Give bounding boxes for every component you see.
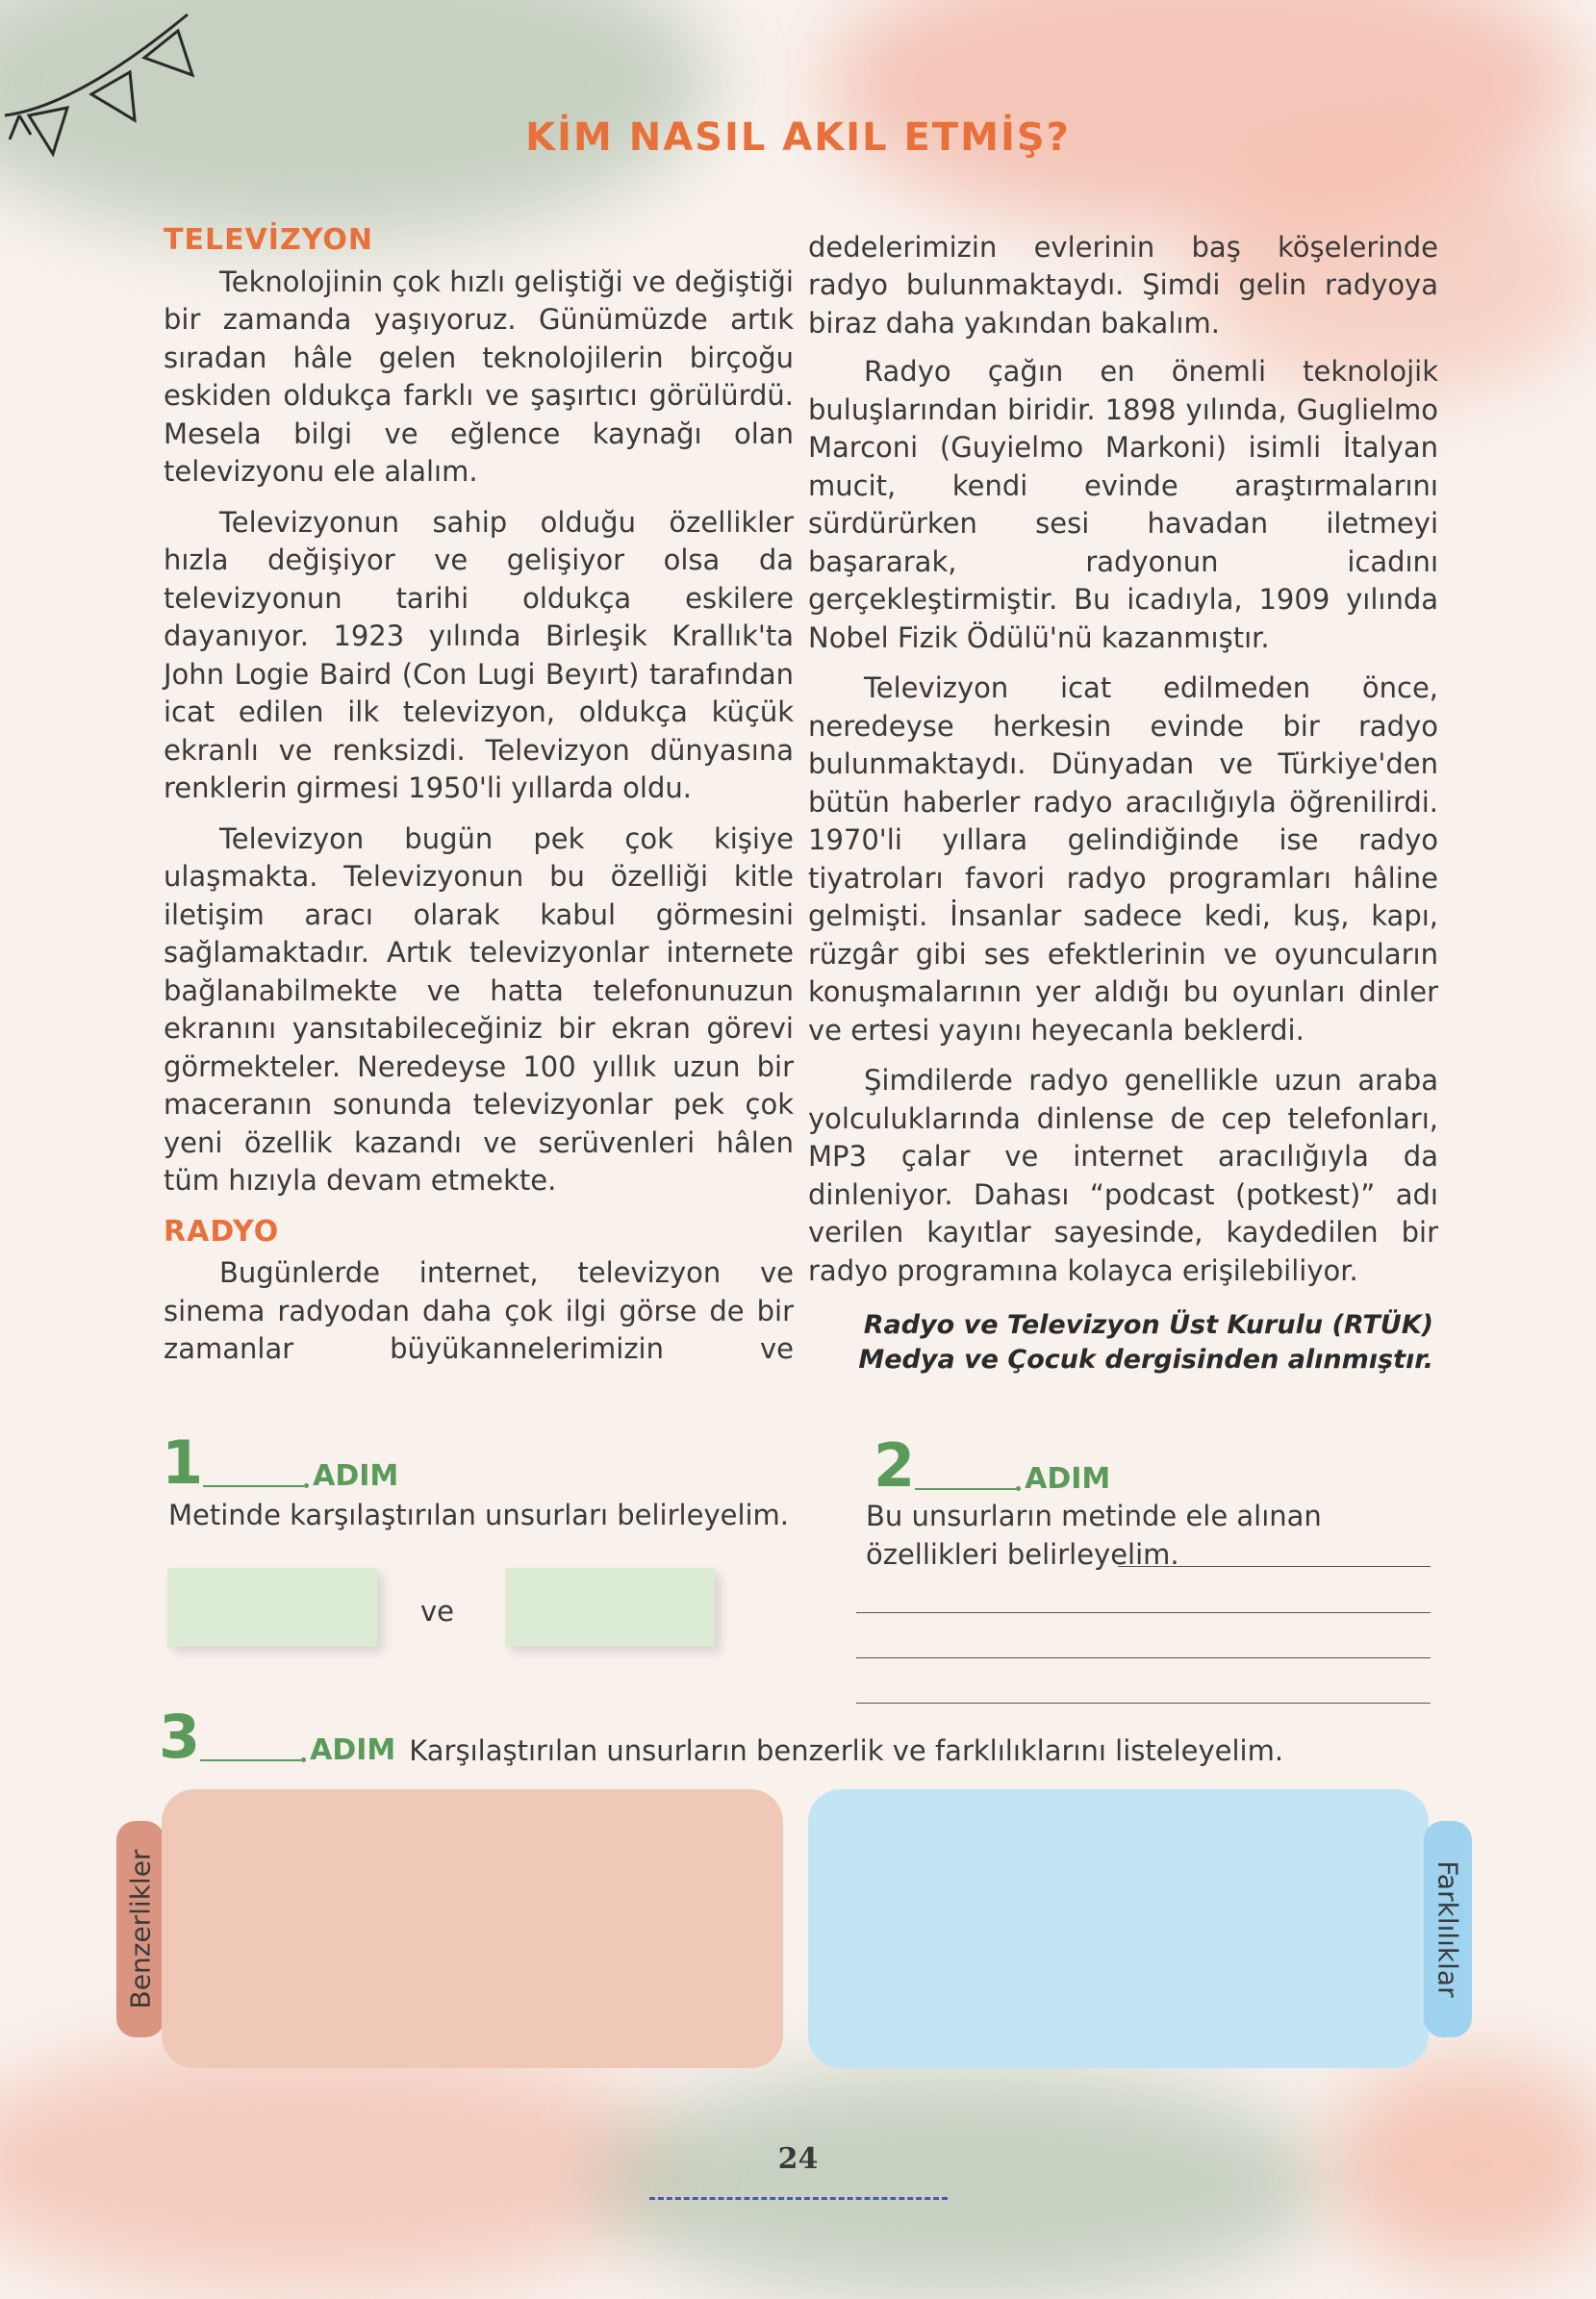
tv-heading: TELEVİZYON — [164, 223, 373, 257]
answer-line-4[interactable] — [856, 1703, 1431, 1704]
radio-heading: RADYO — [164, 1214, 280, 1249]
source-citation — [827, 1308, 1433, 1377]
differences-label: Farklılıklar — [1431, 1860, 1464, 1998]
step-1-label: ADIM — [313, 1459, 399, 1493]
radio-paragraph-3: Televizyon icat edilmeden önce, neredeyse herkesin evinde bir radyo bulunmaktaydı. Dünyadan ve Türkiye'den bütün haberler radyo aracılığıyla öğrenilirdi. 1970'li yıllara gelindiğinde ise radyo tiyatroları favori radyo programları hâline gelmişti. İnsanlar sadece kedi, kuş, kapı, rüzgâr gibi ses efektlerinin ve oyuncuların konuşmalarının yer aldığı bu oyunları dinler ve ertesi yayını heyecanla beklerdi. — [808, 671, 1438, 1047]
similarities-panel[interactable] — [162, 1789, 783, 2068]
step-2-number: 2 — [874, 1430, 916, 1501]
step-2-line — [915, 1488, 1016, 1490]
step-1-dot — [304, 1483, 309, 1488]
differences-panel[interactable] — [808, 1789, 1429, 2068]
footer-dash-line — [649, 2197, 948, 2200]
step-3-label: ADIM — [310, 1733, 396, 1767]
similarities-tab — [116, 1821, 165, 2037]
step-1-line — [203, 1485, 304, 1487]
step-3-header — [159, 1702, 1284, 1772]
radio-paragraph-2: Radyo çağın en önemli teknolojik buluşlarından biridir. 1898 yılında, Guglielmo Marconi (Guyielmo Markoni) isimli İtalyan mucit, kendi evinde araştırmalarını sürdürürken sesi havadan iletmeyi başararak, radyonun icadını gerçekleştirmiştir. Bu icadıyla, 1909 yılında Nobel Fizik Ödülü'nü kazanmıştır. — [808, 355, 1438, 654]
step-2-instruction: Bu unsurların metinde ele alınan özellikleri belirleyelim. — [866, 1500, 1322, 1571]
page-number: 24 — [777, 2142, 819, 2176]
answer-box-1[interactable] — [167, 1568, 377, 1647]
answer-line-2[interactable] — [856, 1612, 1431, 1613]
article-right-column — [808, 227, 1438, 1302]
step-3-instruction: Karşılaştırılan unsurların benzerlik ve farklılıklarını listeleyelim. — [409, 1734, 1284, 1767]
tv-paragraph-3: Televizyon bugün pek çok kişiye ulaşmakta. Televizyonun bu özelliği kitle iletişim aracı olarak kabul görmesini sağlamaktadır. Artık televizyonlar internete bağlanabilmekte ve hatta telefonunuzun ekranını yansıtabileceğiniz bir ekran görevi görmekteler. Neredeyse 100 yıllık uzun bir maceranın sonunda televizyonlar pek çok yeni özellik kazandı ve serüvenleri hâlen tüm hızıyla devam etmekte. — [164, 821, 794, 1197]
similarities-label: Benzerlikler — [124, 1849, 157, 2009]
source-line-1: Radyo ve Televizyon Üst Kurulu (RTÜK) — [863, 1310, 1433, 1340]
radio-paragraph-1-overflow: dedelerimizin evlerinin baş köşelerinde radyo bulunmaktaydı. Şimdi gelin radyoya biraz daha yakından bakalım. — [808, 230, 1438, 340]
step-3-number: 3 — [159, 1702, 201, 1772]
radio-paragraph-4: Şimdilerde radyo genellikle uzun araba yolculuklarında dinlense de cep telefonları, MP3 çalar ve internet aracılığıyla da dinleniyor. Dahası “podcast (potkest)” adı verilen kayıtlar sayesinde, kaydedilen bir radyo programına kolayca erişilebiliyor. — [808, 1064, 1438, 1287]
tv-paragraph-1: Teknolojinin çok hızlı geliştiği ve değiştiği bir zamanda yaşıyoruz. Günümüzde artık sıradan hâle gelen teknolojilerin birçoğu eskiden oldukça farklı ve şaşırtıcı görülürdü. Mesela bilgi ve eğlence kaynağı olan televizyonu ele alalım. — [164, 265, 794, 488]
answer-box-2[interactable] — [505, 1568, 715, 1647]
answer-line-3[interactable] — [856, 1657, 1431, 1658]
step-2-label: ADIM — [1025, 1462, 1111, 1496]
step-1-header — [162, 1427, 399, 1498]
step-1-number: 1 — [162, 1427, 204, 1498]
radio-paragraph-1: Bugünlerde internet, televizyon ve sinema radyodan daha çok ilgi görse de bir zamanlar büyükannelerimizin ve — [164, 1256, 794, 1365]
bg-wash-green-bottom — [596, 2068, 1328, 2299]
step-2-header — [874, 1430, 1111, 1501]
article-left-column — [164, 221, 794, 1367]
tv-paragraph-2: Televizyonun sahip olduğu özellikler hızla değişiyor ve gelişiyor olsa da televizyonun tarihi oldukça eskilere dayanıyor. 1923 yılında Birleşik Krallık'ta John Logie Baird (Con Lugi Beyırt) tarafından icat edilen ilk televizyon, oldukça küçük ekranlı ve renksizdi. Televizyon dünyasına renklerin girmesi 1950'li yıllarda oldu. — [164, 505, 794, 804]
step-3-dot — [301, 1757, 306, 1762]
step-2-dot — [1016, 1486, 1021, 1491]
answer-line-1[interactable] — [1118, 1566, 1431, 1567]
step-1-instruction: Metinde karşılaştırılan unsurları belirleyelim. — [168, 1499, 790, 1531]
step-1-connector: ve — [420, 1595, 455, 1628]
differences-tab — [1424, 1821, 1472, 2037]
source-line-2: Medya ve Çocuk dergisinden alınmıştır. — [858, 1345, 1433, 1375]
page-title: KİM NASIL AKIL ETMİŞ? — [525, 115, 1071, 160]
radio-paragraph-1-continued — [808, 227, 1438, 341]
step-3-line — [200, 1759, 301, 1761]
